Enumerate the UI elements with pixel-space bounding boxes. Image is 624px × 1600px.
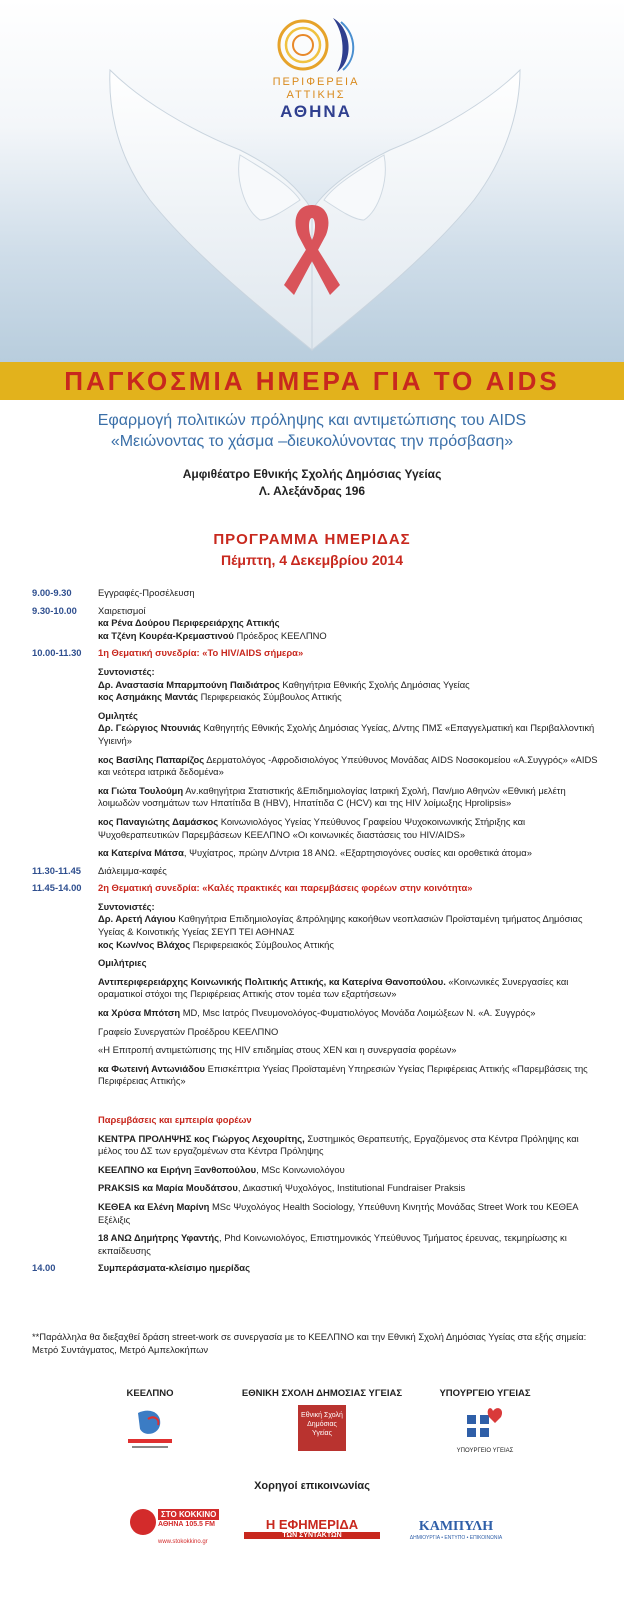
schedule-time: 14.00 <box>32 1262 56 1274</box>
org-title: ΥΠΟΥΡΓΕΙΟ ΥΓΕΙΑΣ <box>439 1388 531 1399</box>
session-heading: 1η Θεματική συνεδρία: «Το HIV/AIDS σήμερα» <box>98 647 304 659</box>
banner-title: ΠΑΓΚΟΣΜΙΑ ΗΜΕΡΑ ΓΙΑ ΤΟ AIDS <box>64 365 560 396</box>
speaker-name: ΚΕΝΤΡΑ ΠΡΟΛΗΨΗΣ κος Γιώργος Λεχουρίτης, <box>98 1132 305 1144</box>
schedule-time: 10.00-11.30 <box>32 647 82 659</box>
venue <box>0 466 624 500</box>
org-nsph <box>232 1388 412 1451</box>
ministry-logo-text: ΥΠΟΥΡΓΕΙΟ ΥΓΕΙΑΣ <box>456 1448 514 1454</box>
speaker-name: Αντιπεριφερειάρχης Κοινωνικής Πολιτικής Αττικής, κα Κατερίνα Θανοπούλου. <box>98 975 446 987</box>
speaker-role: Κοινωνιολόγος Υγείας Υπεύθυνος Γραφείου Ψυχοκοινωνικής Στήριξης και Ψυχοθεραπευτικών Παρεμβάσεων ΚΕΕΛΠΝΟ «Οι κοινωνικές διαστάσεις του HIV/AIDS» <box>98 815 526 840</box>
speaker-name: Δρ. Γεώργιος Ντουνιάς <box>98 722 201 734</box>
program-heading <box>0 530 624 570</box>
speaker-name: κος Ασημάκης Μαντάς <box>98 691 198 703</box>
speaker-name: ΚΕΕΛΠΝΟ κα Ειρήνη Ξανθοπούλου <box>98 1163 257 1175</box>
speaker-role: Καθηγητής Εθνικής Σχολής Δημόσιας Υγείας, Δ/ντης ΠΜΣ «Επαγγελματική και Περιβαλλοντική Υγιεινή» <box>98 722 595 746</box>
speaker-role: Καθηγήτρια Επιδημιολογίας &πρόληψης κακοήθων νεοπλασιών Προϊσταμένη τμήματος Δημόσιας Υγείας & Κοινοτικής Υγείας ΣΕΥΠ ΤΕΙ ΑΘΗΝΑΣ <box>98 913 583 938</box>
speaker-name: ΚΕΘΕΑ κα Ελένη Μαρίνη <box>98 1200 210 1212</box>
footnote: **Παράλληλα θα διεξαχθεί δράση street-work σε συνεργασία με το ΚΕΕΛΠΝΟ και την Εθνική Σχολή Δημόσιας Υγείας στα εξής σημεία: Μετρό Συντάγματος, Μετρό Αμπελοκήπων <box>32 1331 587 1355</box>
schedule-time: 9.30-10.00 <box>32 604 77 616</box>
schedule-row <box>32 865 602 878</box>
section-label: Συντονιστές: <box>98 900 155 912</box>
organizers <box>0 1388 624 1458</box>
venue-line2: Λ. Αλεξάνδρας 196 <box>258 484 366 498</box>
schedule-text: Χαιρετισμοί <box>98 604 146 616</box>
speaker-name: κα Χρύσα Μπότση <box>98 1007 181 1019</box>
venue-line1: Αμφιθέατρο Εθνικής Σχολής Δημόσιας Υγείας <box>182 467 442 481</box>
org-ministry <box>425 1388 545 1454</box>
region-logo-icon <box>271 14 361 76</box>
speaker-role: Δερματολόγος -Αφροδισιολόγος Υπεύθυνος Μονάδας AIDS Νοσοκομείου «Α.Συγγρός» «AIDS και νεότερα ιατρικά δεδομένα» <box>98 753 598 778</box>
schedule-row <box>32 587 602 600</box>
program-date: Πέμπτη, 4 Δεκεμβρίου 2014 <box>221 552 403 568</box>
org-title: ΚΕΕΛΠΝΟ <box>126 1388 174 1399</box>
logo-line2: ΑΤΤΙΚΗΣ <box>286 89 346 101</box>
hero-image <box>0 0 624 362</box>
section-label: Ομιλητές <box>98 709 138 721</box>
keelpno-logo-icon <box>120 1405 180 1453</box>
logo-line1: ΠΕΡΙΦΕΡΕΙΑ <box>272 76 360 88</box>
speaker-role: , Δικαστική Ψυχολόγος, Institutional Fundraiser Praksis <box>237 1182 466 1194</box>
speaker-name: κα Γιώτα Τουλούμη <box>98 784 184 796</box>
logo-line3: ΑΘΗΝΑ <box>280 102 352 121</box>
speaker-role: «Κοινωνικές Συνεργασίες και οραματικοί στόχοι της Περιφέρειας Αττικής στον τομέα των εξαρτήσεων» <box>98 975 569 1000</box>
schedule-text: Γραφείο Συνεργατών Προέδρου ΚΕΕΛΠΝΟ <box>98 1025 279 1037</box>
sponsor-efsyn: Η ΕΦΗΜΕΡΙΔΑ ΤΩΝ ΣΥΝΤΑΚΤΩΝ <box>244 1517 380 1543</box>
speaker-name: κα Κατερίνα Μάτσα <box>98 847 184 859</box>
section-label: Ομιλήτριες <box>98 957 147 969</box>
subtitle-line1: Εφαρμογή πολιτικών πρόληψης και αντιμετώπισης του AIDS <box>97 412 527 429</box>
speaker-role: Επισκέπτρια Υγείας Προϊσταμένη Υπηρεσιών Υγείας Περιφέρειας Αττικής «Παρεμβάσεις της Περιφέρειας Αττικής» <box>98 1062 588 1087</box>
region-logo <box>268 14 364 134</box>
schedule-text: Συμπεράσματα-κλείσιμο ημερίδας <box>98 1262 250 1274</box>
title-banner <box>0 362 624 400</box>
speaker-name: Δρ. Αναστασία Μπαρμπούνη Παιδιάτρος <box>98 678 280 690</box>
schedule-row <box>32 647 602 859</box>
speaker-role: Περιφερειακός Σύμβουλος Αττικής <box>190 938 334 950</box>
session-heading: 2η Θεματική συνεδρία: «Καλές πρακτικές και παρεμβάσεις φορέων στην κοινότητα» <box>98 882 473 894</box>
schedule-row <box>32 605 602 643</box>
speaker-name: κα Τζένη Κουρέα-Κρεμαστινού <box>98 629 234 641</box>
speaker-role: Πρόεδρος ΚΕΕΛΠΝΟ <box>233 629 327 641</box>
speaker-name: 18 ΑΝΩ Δημήτρης Υφαντής <box>98 1232 219 1244</box>
schedule-text: «Η Επιτροπή αντιμετώπισης της HIV επιδημίας στους ΧΕΝ και η συνεργασία φορέων» <box>98 1044 457 1056</box>
schedule-row <box>32 1262 602 1275</box>
section-label: Παρεμβάσεις και εμπειρία φορέων <box>98 1114 252 1125</box>
speaker-name: κα Φωτεινή Αντωνιάδου <box>98 1062 205 1074</box>
schedule-time: 11.45-14.00 <box>32 882 82 894</box>
org-title: ΕΘΝΙΚΗ ΣΧΟΛΗ ΔΗΜΟΣΙΑΣ ΥΓΕΙΑΣ <box>241 1388 403 1399</box>
speaker-role: MD, Msc Ιατρός Πνευμονολόγος-Φυματιολόγος Μονάδα Λοιμώξεων Ν. «Α. Συγγρός» <box>180 1007 536 1019</box>
program-title: ΠΡΟΓΡΑΜΜΑ ΗΜΕΡΙΔΑΣ <box>213 531 411 548</box>
speaker-role: Περιφερειακός Σύμβουλος Αττικής <box>197 691 342 703</box>
sponsor-stokokkino: ΣΤΟ ΚΟΚΚΙΝΟ ΑΘΗΝΑ 105.5 FM www.stokokkino.gr <box>130 1509 230 1549</box>
org-keelpno <box>95 1388 205 1456</box>
schedule <box>32 587 602 1280</box>
sponsor-kampyli: ΚΑΜΠΥΛΗ ΔΗΜΙΟΥΡΓΙΑ • ΕΝΤΥΠΟ • ΕΠΙΚΟΙΝΩΝΙΑ <box>409 1519 503 1541</box>
speaker-name: κος Κων/νος Βλάχος <box>98 938 191 950</box>
speaker-name: Δρ. Αρετή Λάγιου <box>98 913 176 925</box>
schedule-row <box>32 882 602 1257</box>
nsph-logo: Εθνική Σχολή Δημόσιας Υγείας <box>298 1405 346 1451</box>
ministry-logo-icon <box>463 1405 507 1445</box>
schedule-text: Εγγραφές-Προσέλευση <box>98 587 195 598</box>
speaker-role: , Phd Κοινωνιολόγος, Επιστημονικός Υπεύθυνος Τμήματος έρευνας, τεκμηρίωσης κι εκπαίδευσης <box>98 1232 567 1256</box>
schedule-time: 11.30-11.45 <box>32 864 82 876</box>
speaker-role: Συστημικός Θεραπευτής, Εργαζόμενος στα Κέντρα Πρόληψης και μέλος του ΔΣ των εργαζομένων στα Κέντρα Πρόληψης <box>98 1132 579 1157</box>
section-label: Συντονιστές: <box>98 665 155 677</box>
speaker-name: κος Παναγιώτης Δαμάσκος <box>98 815 219 827</box>
subtitle-line2: «Μειώνοντας το χάσμα –διευκολύνοντας την πρόσβαση» <box>110 433 514 450</box>
event-subtitle <box>0 410 624 452</box>
sponsors-title: Χορηγοί επικοινωνίας <box>254 1480 370 1492</box>
schedule-time: 9.00-9.30 <box>32 587 72 598</box>
speaker-role: , MSc Κοινωνιολόγου <box>256 1163 345 1175</box>
speaker-name: κος Βασίλης Παπαρίζος <box>98 753 205 765</box>
radio-logo-icon <box>130 1509 156 1535</box>
schedule-text: Διάλειμμα-καφές <box>98 864 167 876</box>
speaker-role: Αν.καθηγήτρια Στατιστικής &Επιδημιολογίας Ιατρική Σχολή, Παν/μιο Αθηνών «Εθνική μελέτη λοιμωδών νοσημάτων των Ηπατίτιδα Β (HBV), Ηπατίτιδα C (HCV) και της HIV λοίμωξης Hprolipsis» <box>98 784 566 809</box>
red-ribbon-icon <box>282 200 342 300</box>
speaker-role: Καθηγήτρια Εθνικής Σχολής Δημόσιας Υγείας <box>279 678 470 690</box>
speaker-name: PRAKSIS κα Μαρία Μουδάτσου <box>98 1182 238 1194</box>
speaker-role: MSc Ψυχολόγος Health Sociology, Υπεύθυνη Κινητής Μονάδας Street Work του ΚΕΘΕΑ Εξέλιξις <box>98 1200 578 1225</box>
speaker-name: κα Ρένα Δούρου Περιφερειάρχης Αττικής <box>98 617 280 629</box>
speaker-role: , Ψυχίατρος, πρώην Δ/ντρια 18 ΑΝΩ. «Εξαρτησιογόνες ουσίες και οροθετικά άτομα» <box>183 847 532 859</box>
sponsors <box>0 1503 624 1563</box>
